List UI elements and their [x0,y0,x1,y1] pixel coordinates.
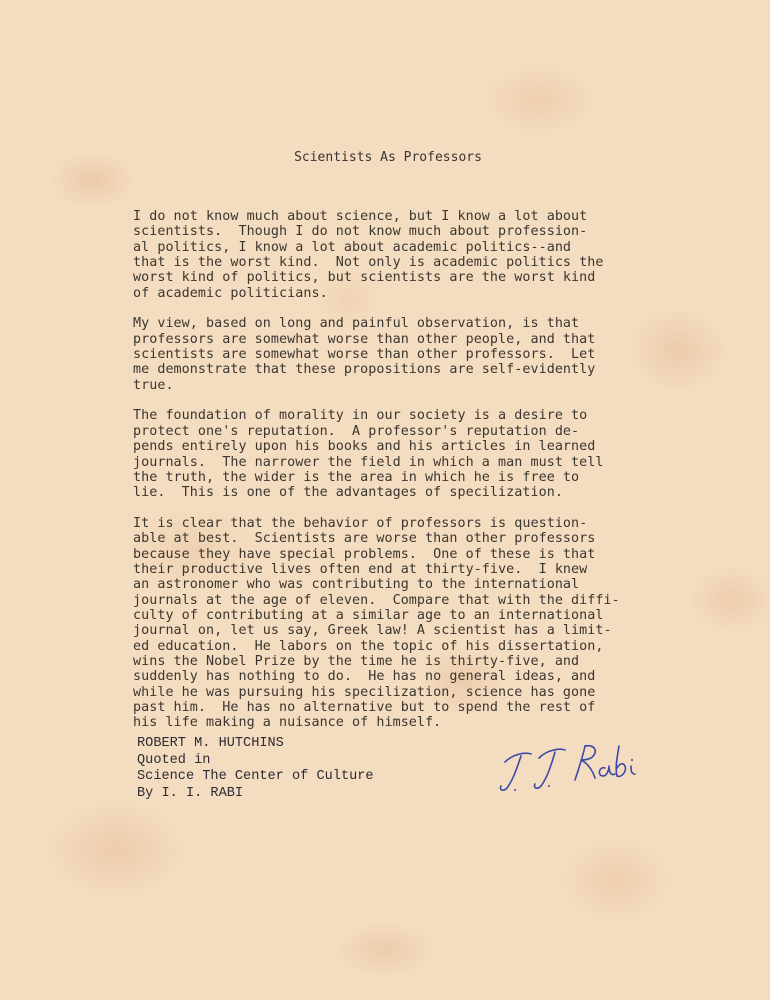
text-line: journal on, let us say, Greek law! A scientist has a limit- [133,623,612,639]
text-line: scientists. Though I do not know much about profession- [133,224,588,240]
text-line: true. [133,377,174,393]
attribution-block [137,736,374,802]
text-line: professors are somewhat worse than other people, and that [133,331,596,347]
text-line: scientists are somewhat worse than other professors. Let [133,347,596,363]
text-line: while he was pursuing his specilization, science has gone [133,684,596,700]
text-line: his life making a nuisance of himself. [133,715,442,731]
text-line: I do not know much about science, but I know a lot about [133,209,588,224]
text-line: al politics, I know a lot about academic politics--and [133,239,572,255]
text-line: pends entirely upon his books and his articles in learned [133,439,596,455]
attribution-line: Quoted in [137,752,211,768]
text-line: able at best. Scientists are worse than other professors [133,531,596,547]
text-line: lie. This is one of the advantages of specilization. [133,485,563,501]
text-line: because they have special problems. One of these is that [133,546,596,562]
text-line: me demonstrate that these propositions are self-evidently [133,362,596,378]
text-line: wins the Nobel Prize by the time he is thirty-five, and [133,653,580,669]
text-line: their productive lives often end at thirty-five. I knew [133,561,588,577]
text-line: It is clear that the behavior of professors is question- [133,515,588,531]
paragraph-3 [133,408,693,500]
text-line: suddenly has nothing to do. He has no general ideas, and [133,669,596,685]
text-line: an astronomer who was contributing to the international [133,577,580,593]
text-line: protect one's reputation. A professor's reputation de- [133,423,580,439]
document-title: Scientists As Professors [294,150,482,165]
paragraph-4 [133,516,693,731]
text-line: culty of contributing at a similar age to an international [133,607,604,623]
text-line: past him. He has no alternative but to spend the rest of [133,700,596,715]
attribution-line: Science The Center of Culture [137,769,374,784]
text-line: of academic politicians. [133,285,328,301]
paragraph-2 [133,316,693,393]
paragraph-1 [133,209,693,301]
text-line: worst kind of politics, but scientists are the worst kind [133,270,596,286]
attribution-line: ROBERT M. HUTCHINS [137,736,284,751]
text-line: journals at the age of eleven. Compare that with the diffi- [133,592,620,608]
handwritten-signature [495,740,655,810]
text-line: that is the worst kind. Not only is academic politics the [133,255,604,271]
document-body [133,209,693,746]
attribution-line: By I. I. RABI [137,785,244,801]
text-line: The foundation of morality in our society is a desire to [133,408,588,424]
text-line: journals. The narrower the field in which a man must tell [133,454,604,470]
text-line: the truth, the wider is the area in which he is free to [133,469,580,485]
text-line: ed education. He labors on the topic of his dissertation, [133,638,604,654]
text-line: My view, based on long and painful observation, is that [133,316,580,332]
